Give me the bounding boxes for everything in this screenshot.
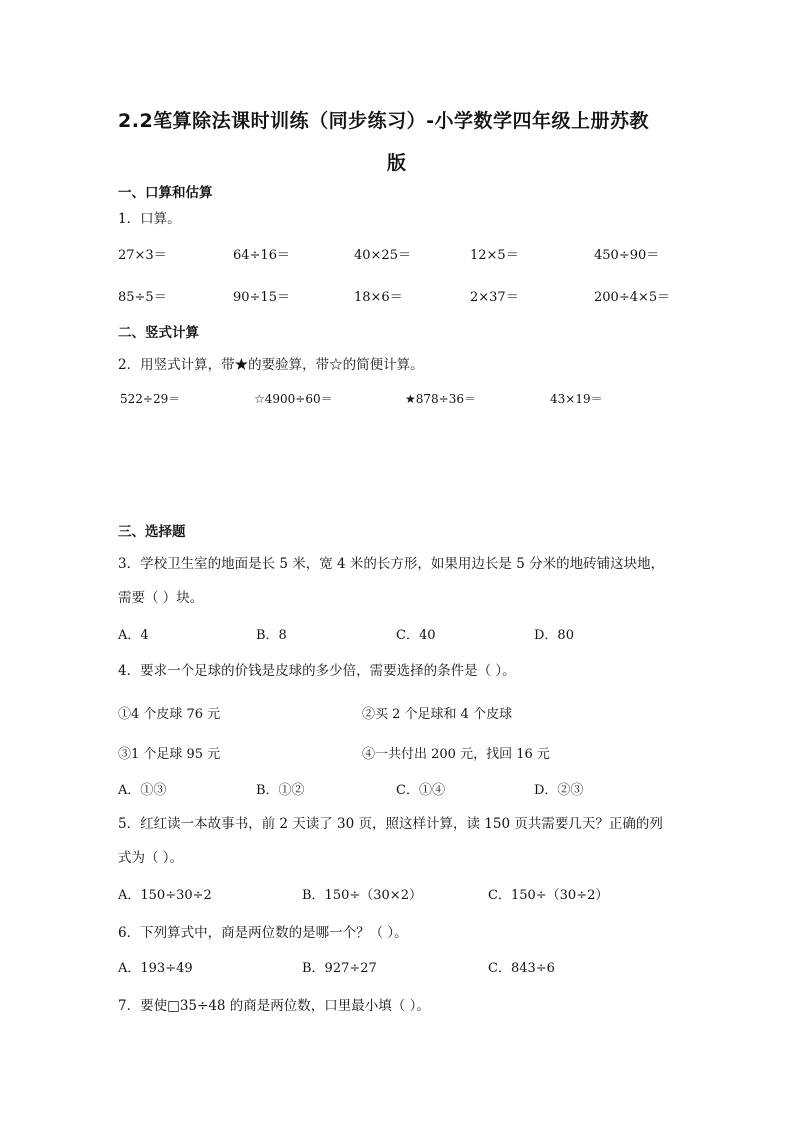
option-c: C．843÷6 xyxy=(488,961,555,976)
oral-calc-item: 27×3＝ xyxy=(118,248,167,263)
oral-calc-item: 2×37＝ xyxy=(470,290,519,305)
question-5-line-2: 式为（ ）。 xyxy=(118,850,184,866)
option-c: C．40 xyxy=(396,628,436,643)
question-5-line-1: 5．红红读一本故事书，前 2 天读了 30 页，照这样计算，读 150 页共需要几天？正确的列 xyxy=(118,816,663,832)
option-b: B．①② xyxy=(256,783,305,798)
condition-3: ③1 个足球 95 元 xyxy=(118,747,221,762)
option-a: A．4 xyxy=(118,628,149,643)
question-4-line-1: 4．要求一个足球的价钱是皮球的多少倍，需要选择的条件是（ ）。 xyxy=(118,663,516,679)
condition-2: ②买 2 个足球和 4 个皮球 xyxy=(362,707,513,722)
question-3-line-2: 需要（ ）块。 xyxy=(118,590,204,606)
option-a: A．150÷30÷2 xyxy=(118,888,212,903)
condition-4: ④一共付出 200 元，找回 16 元 xyxy=(362,747,550,762)
oral-calc-item: 40×25＝ xyxy=(354,248,411,263)
oral-calc-item: 200÷4×5＝ xyxy=(594,290,671,305)
oral-calc-item: 12×5＝ xyxy=(470,248,519,263)
option-d: D．80 xyxy=(534,628,574,643)
oral-calc-item: 450÷90＝ xyxy=(594,248,660,263)
title-line-1: 2.2笔算除法课时训练（同步练习）-小学数学四年级上册苏教 xyxy=(118,110,650,132)
option-d: D．②③ xyxy=(534,783,584,798)
oral-calc-item: 18×6＝ xyxy=(354,290,403,305)
question-6-line-1: 6．下列算式中，商是两位数的是哪一个？（ ）。 xyxy=(118,925,408,941)
question-3-line-1: 3．学校卫生室的地面是长 5 米，宽 4 米的长方形，如果用边长是 5 分米的地砖铺这块地， xyxy=(118,556,665,572)
section-3-heading: 三、选择题 xyxy=(118,524,186,540)
option-c: C．①④ xyxy=(396,783,445,798)
option-c: C．150÷（30÷2） xyxy=(488,888,609,903)
question-1-stem: 1．口算。 xyxy=(118,211,181,227)
vertical-calc-item: 43×19＝ xyxy=(550,392,603,406)
option-b: B．8 xyxy=(256,628,287,643)
vertical-calc-item: ★878÷36＝ xyxy=(405,392,476,406)
question-2-stem: 2．用竖式计算，带★的要验算，带☆的简便计算。 xyxy=(118,357,424,373)
oral-calc-item: 90÷15＝ xyxy=(233,290,290,305)
oral-calc-item: 85÷5＝ xyxy=(118,290,167,305)
question-7-line-1: 7．要使□35÷48 的商是两位数，口里最小填（ ）。 xyxy=(118,998,430,1014)
option-a: A．193÷49 xyxy=(118,961,193,976)
condition-1: ①4 个皮球 76 元 xyxy=(118,707,221,722)
option-b: B．927÷27 xyxy=(302,961,377,976)
title-line-2: 版 xyxy=(387,152,407,174)
section-1-heading: 一、口算和估算 xyxy=(118,185,213,201)
vertical-calc-item: 522÷29＝ xyxy=(120,392,181,406)
option-b: B．150÷（30×2） xyxy=(302,888,422,903)
section-2-heading: 二、竖式计算 xyxy=(118,325,199,341)
vertical-calc-item: ☆4900÷60＝ xyxy=(254,392,333,406)
oral-calc-item: 64÷16＝ xyxy=(233,248,290,263)
option-a: A．①③ xyxy=(118,783,167,798)
